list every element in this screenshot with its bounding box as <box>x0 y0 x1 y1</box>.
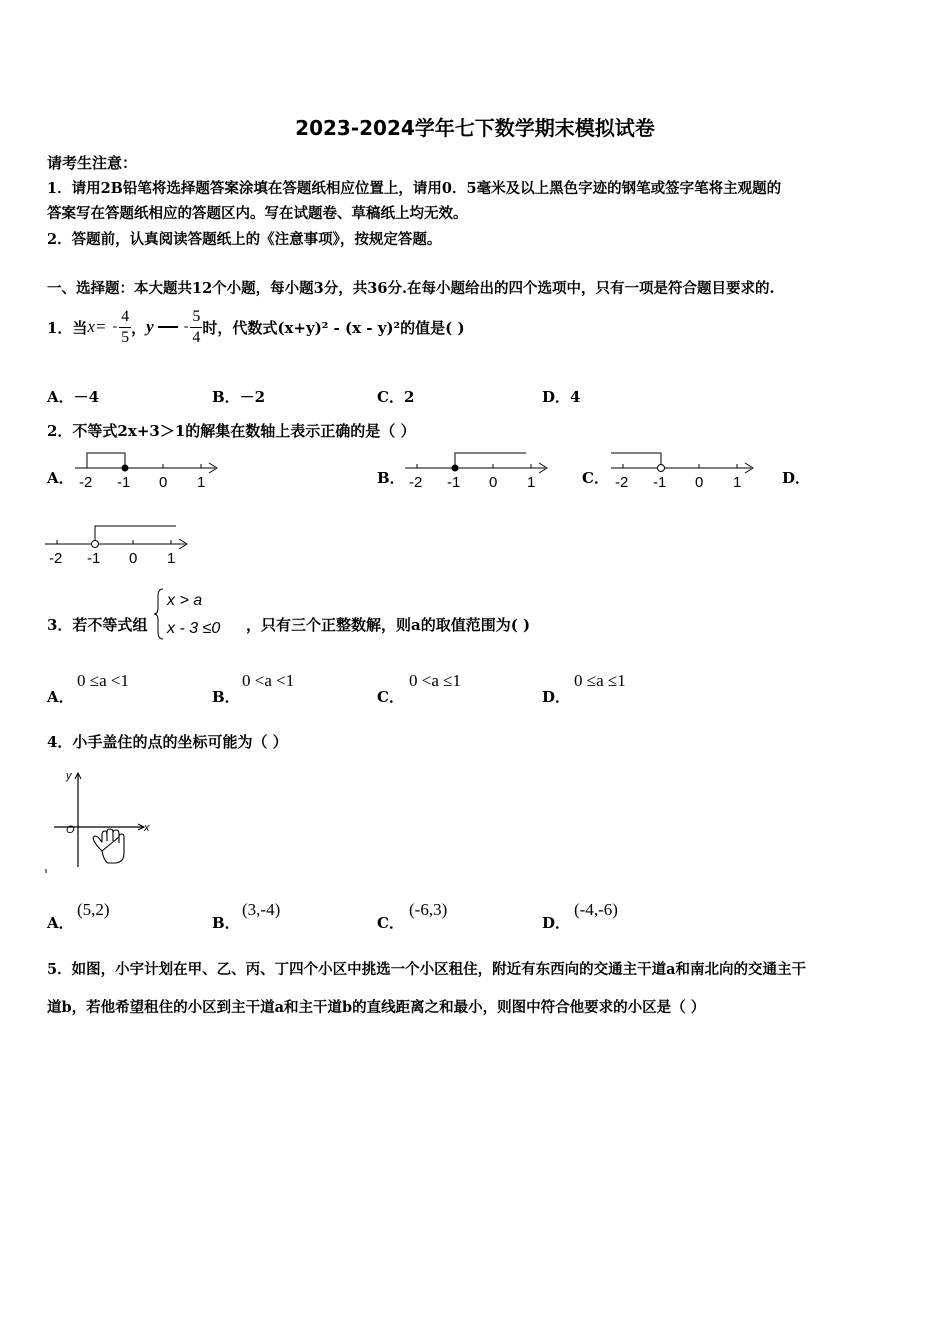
q4-option-c: (-6,3) <box>409 900 448 919</box>
tick-label: -2 <box>409 474 423 491</box>
tick-label: 1 <box>527 474 536 491</box>
hand-icon <box>93 829 124 863</box>
q1-y-fraction <box>190 307 202 348</box>
q1-equals-bar <box>158 326 178 328</box>
q4-option-a-label: A． <box>47 914 74 932</box>
q3-option-c: 0 <a ≤1 <box>409 671 461 690</box>
q2-number-line-b <box>400 450 555 492</box>
q2-number-line-c <box>606 450 761 492</box>
q3-prefix: 3．若不等式组 <box>47 616 148 634</box>
q4-option-d-label: D． <box>542 914 571 932</box>
tick-label: 0 <box>129 550 138 567</box>
q3-option-b: 0 <a <1 <box>242 671 295 690</box>
solution-ray <box>611 453 661 468</box>
question-5-line-2: 道b，若他希望租住的小区到主干道a和主干道b的直线距离之和最小，则图中符合他要求的小区是（ ） <box>47 999 706 1016</box>
q3-ineq-1: x > a <box>167 592 203 609</box>
q2-option-a-label: A． <box>47 469 74 487</box>
notice-line-3: 2．答题前，认真阅读答题纸上的《注意事项》，按规定答题。 <box>47 231 442 248</box>
origin-label: O <box>66 824 75 836</box>
q1-x-numerator: 4 <box>119 307 131 328</box>
q1-option-d: D．4 <box>542 388 581 406</box>
tick-label: 1 <box>197 474 206 491</box>
open-point <box>92 541 99 548</box>
q1-x-fraction <box>119 307 131 348</box>
q1-y-numerator: 5 <box>190 307 202 328</box>
q1-option-a: A．－4 <box>47 388 100 406</box>
page-title: 2023-2024学年七下数学期末模拟试卷 <box>295 116 655 140</box>
tick-label: -2 <box>79 474 93 491</box>
q1-comma: ， <box>131 318 147 337</box>
solution-bracket <box>87 453 125 468</box>
solution-ray <box>95 526 176 544</box>
question-4: 4．小手盖住的点的坐标可能为（ ） <box>47 733 288 751</box>
q3-option-a: 0 ≤a <1 <box>77 671 129 690</box>
tick-label: 0 <box>695 474 704 491</box>
question-1 <box>47 302 465 352</box>
q1-x-sign: - <box>112 319 118 334</box>
tick-label: -1 <box>87 550 101 567</box>
q4-option-b-label: B． <box>212 914 240 932</box>
q1-y-denominator: 4 <box>192 328 201 346</box>
section-heading: 一、选择题：本大题共12个小题，每小题3分，共36分.在每小题给出的四个选项中，只有一项是符合题目要求的. <box>47 280 775 297</box>
q3-ineq-2: x - 3 ≤0 <box>167 620 221 637</box>
tick-label: -2 <box>49 550 63 567</box>
curly-brace <box>154 589 163 639</box>
q3-inequality-system <box>153 586 243 642</box>
question-2: 2．不等式2x+3＞1的解集在数轴上表示正确的是（ ） <box>47 422 416 440</box>
q1-x-denominator: 5 <box>121 328 130 346</box>
q1-option-c: C．2 <box>377 388 415 406</box>
q2-option-d-label: D． <box>782 469 811 487</box>
q1-option-b: B．－2 <box>212 388 266 406</box>
tick-label: 0 <box>489 474 498 491</box>
notice-line-1: 1．请用2B铅笔将选择题答案涂填在答题纸相应位置上，请用0．5毫米及以上黑色字迹的钢笔或签字笔将主观题的 <box>47 180 782 197</box>
q2-number-line-a <box>70 450 225 492</box>
q3-option-a-label: A． <box>47 688 74 706</box>
q1-prefix: 1．当 <box>47 318 88 337</box>
q3-suffix: ，只有三个正整数解，则a的取值范围为( ) <box>246 616 531 634</box>
tick-label: 0 <box>159 474 168 491</box>
q4-option-d: (-4,-6) <box>574 900 618 919</box>
tick-label: -1 <box>117 474 131 491</box>
tick-label: -1 <box>447 474 461 491</box>
q2-option-b-label: B． <box>377 469 405 487</box>
closed-point <box>122 465 129 472</box>
x-axis-label: x <box>144 822 150 834</box>
q3-option-c-label: C． <box>377 688 404 706</box>
question-5-line-1: 5．如图，小宇计划在甲、乙、丙、丁四个小区中挑选一个小区租住，附近有东西向的交通主干道a和南北向的交通主干 <box>47 961 806 978</box>
tick-label: 1 <box>167 550 176 567</box>
closed-point <box>452 465 459 472</box>
q4-option-a: (5,2) <box>77 900 110 919</box>
q4-option-b: (3,-4) <box>242 900 281 919</box>
q1-x-label: x= <box>87 317 107 336</box>
q1-y-label: y <box>146 317 154 336</box>
q4-coordinate-figure <box>44 765 154 875</box>
notice-heading: 请考生注意： <box>47 154 138 172</box>
q1-suffix: 时，代数式(x+y)² - (x - y)²的值是( ) <box>202 318 465 337</box>
q3-option-d-label: D． <box>542 688 571 706</box>
q3-option-d: 0 ≤a ≤1 <box>574 671 626 690</box>
notice-line-2: 答案写在答题纸相应的答题区内。写在试题卷、草稿纸上均无效。 <box>47 205 468 222</box>
q2-number-line-d <box>40 522 195 568</box>
solution-ray <box>455 453 526 468</box>
open-point <box>658 465 665 472</box>
q4-option-c-label: C． <box>377 914 404 932</box>
y-axis-label: y <box>66 770 72 782</box>
tick-label: 1 <box>733 474 742 491</box>
q3-option-b-label: B． <box>212 688 240 706</box>
q1-y-sign: - <box>183 319 189 334</box>
tick-label: -1 <box>653 474 667 491</box>
tick-label: -2 <box>615 474 629 491</box>
q2-option-c-label: C． <box>582 469 609 487</box>
